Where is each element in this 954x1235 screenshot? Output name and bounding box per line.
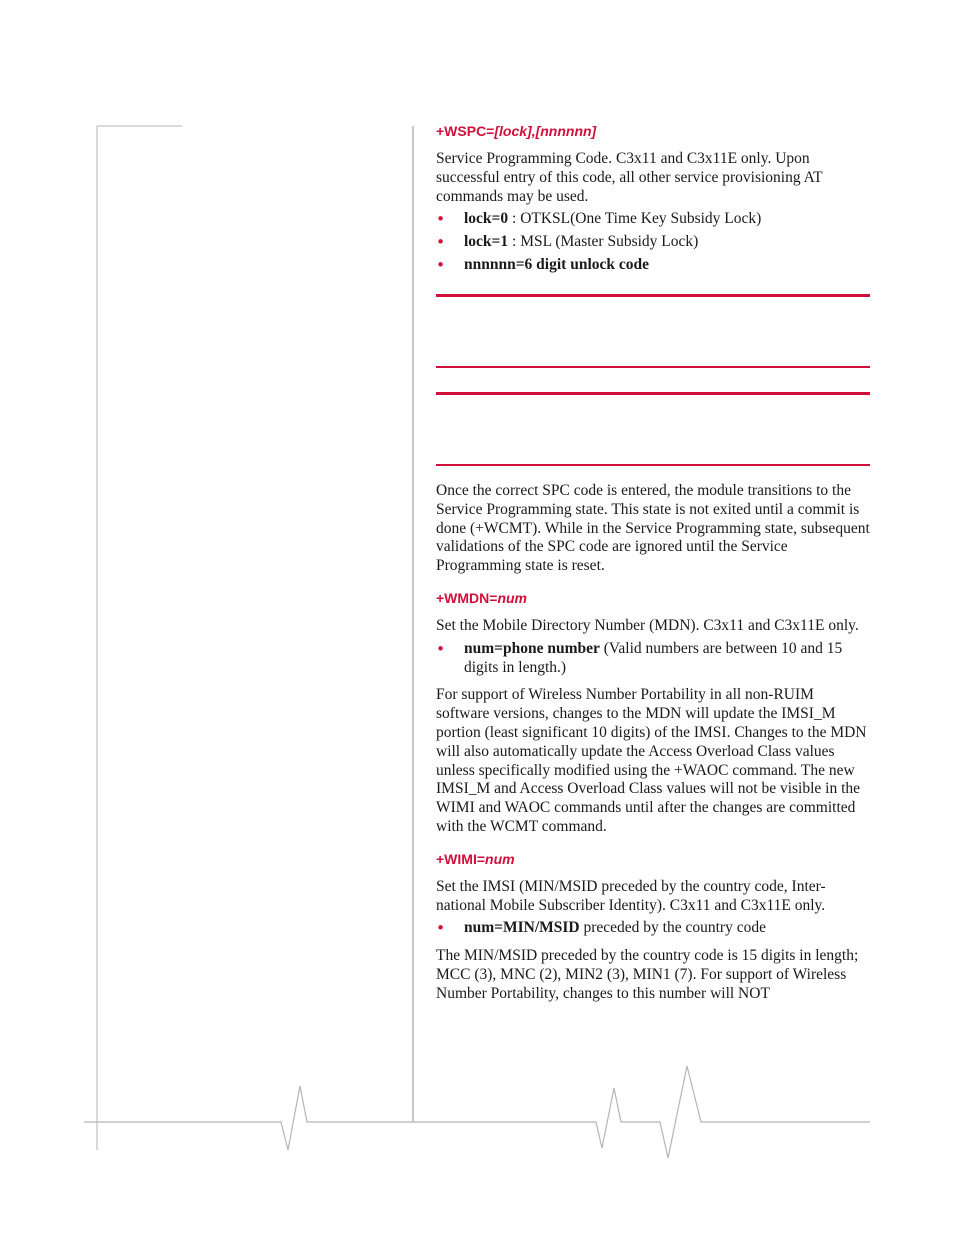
bullet-text: preceded by the country code	[579, 919, 766, 937]
wmdn-parameter-list	[436, 640, 870, 678]
wimi-command: +WIMI=	[436, 850, 486, 867]
note-box-1	[436, 297, 870, 366]
main-column-continued	[436, 482, 870, 1004]
bullet-term: num=MIN/MSID	[464, 919, 580, 937]
wspc-state-paragraph: Once the correct SPC code is entered, the module transitions to the Service Programming state. This state is not exited until a commit is done (+WCMT). While in the Service Programming state, subsequent validations of the SPC code are ignored until the Service Programming state is reset.	[436, 482, 870, 575]
wspc-description: Service Programming Code. C3x11 and C3x11E only. Upon successful entry of this code, all other service provisioning AT commands may be used.	[436, 150, 823, 205]
note-box-2	[436, 395, 870, 464]
wmdn-description: Set the Mobile Directory Number (MDN). C3x11 and C3x11E only.	[436, 616, 859, 634]
note-box-bottom-rule	[436, 366, 870, 368]
wmdn-portability-paragraph: For support of Wireless Number Portability in all non-RUIM software versions, changes to the MDN will update the IMSI_M portion (least significant 10 digits) of the IMSI. Changes to the MDN will also automatically update the Access Overload Class values unless specifically modified using the +WAOC command. The new IMSI_M and Access Overload Class values will not be visible in the WIMI and WAOC commands until after the changes are committed with the WCMT command.	[436, 686, 867, 835]
bullet-text: (Valid numbers are between 10 and 15 digits in length.)	[464, 639, 843, 676]
footer-wave-line	[84, 1066, 870, 1158]
wspc-parameter-list	[436, 210, 870, 274]
wimi-arguments: num	[485, 850, 515, 867]
list-item	[436, 919, 870, 938]
wspc-heading	[436, 122, 870, 140]
list-item	[436, 256, 870, 275]
wimi-heading	[436, 850, 870, 868]
note-box-bottom-rule	[436, 464, 870, 466]
bullet-text: : OTKSL(One Time Key Subsidy Lock)	[508, 210, 762, 228]
list-item	[436, 210, 870, 229]
wimi-parameter-list	[436, 919, 870, 938]
bullet-text: : MSL (Master Subsidy Lock)	[508, 233, 699, 251]
bullet-term: nnnnnn=6 digit unlock code	[464, 255, 650, 273]
list-item	[436, 640, 870, 678]
bullet-term: lock=0	[464, 210, 509, 228]
wimi-description: Set the IMSI (MIN/MSID preceded by the country code, Inter-national Mobile Subscriber Identity). C3x11 and C3x11E only.	[436, 877, 826, 914]
list-item	[436, 233, 870, 252]
bullet-term: num=phone number	[464, 639, 600, 657]
wmdn-heading	[436, 589, 870, 607]
wimi-length-paragraph: The MIN/MSID preceded by the country code is 15 digits in length; MCC (3), MNC (2), MIN2 (3), MIN1 (7). For support of Wireless Number Portability, changes to this number will NOT	[436, 947, 859, 1002]
wmdn-command: +WMDN=	[436, 589, 498, 606]
wspc-arguments: [lock],[nnnnnn]	[494, 123, 597, 139]
bullet-term: lock=1	[464, 233, 509, 251]
main-column	[436, 120, 870, 275]
wspc-command: +WSPC=	[436, 123, 495, 139]
wmdn-arguments: num	[497, 589, 528, 606]
